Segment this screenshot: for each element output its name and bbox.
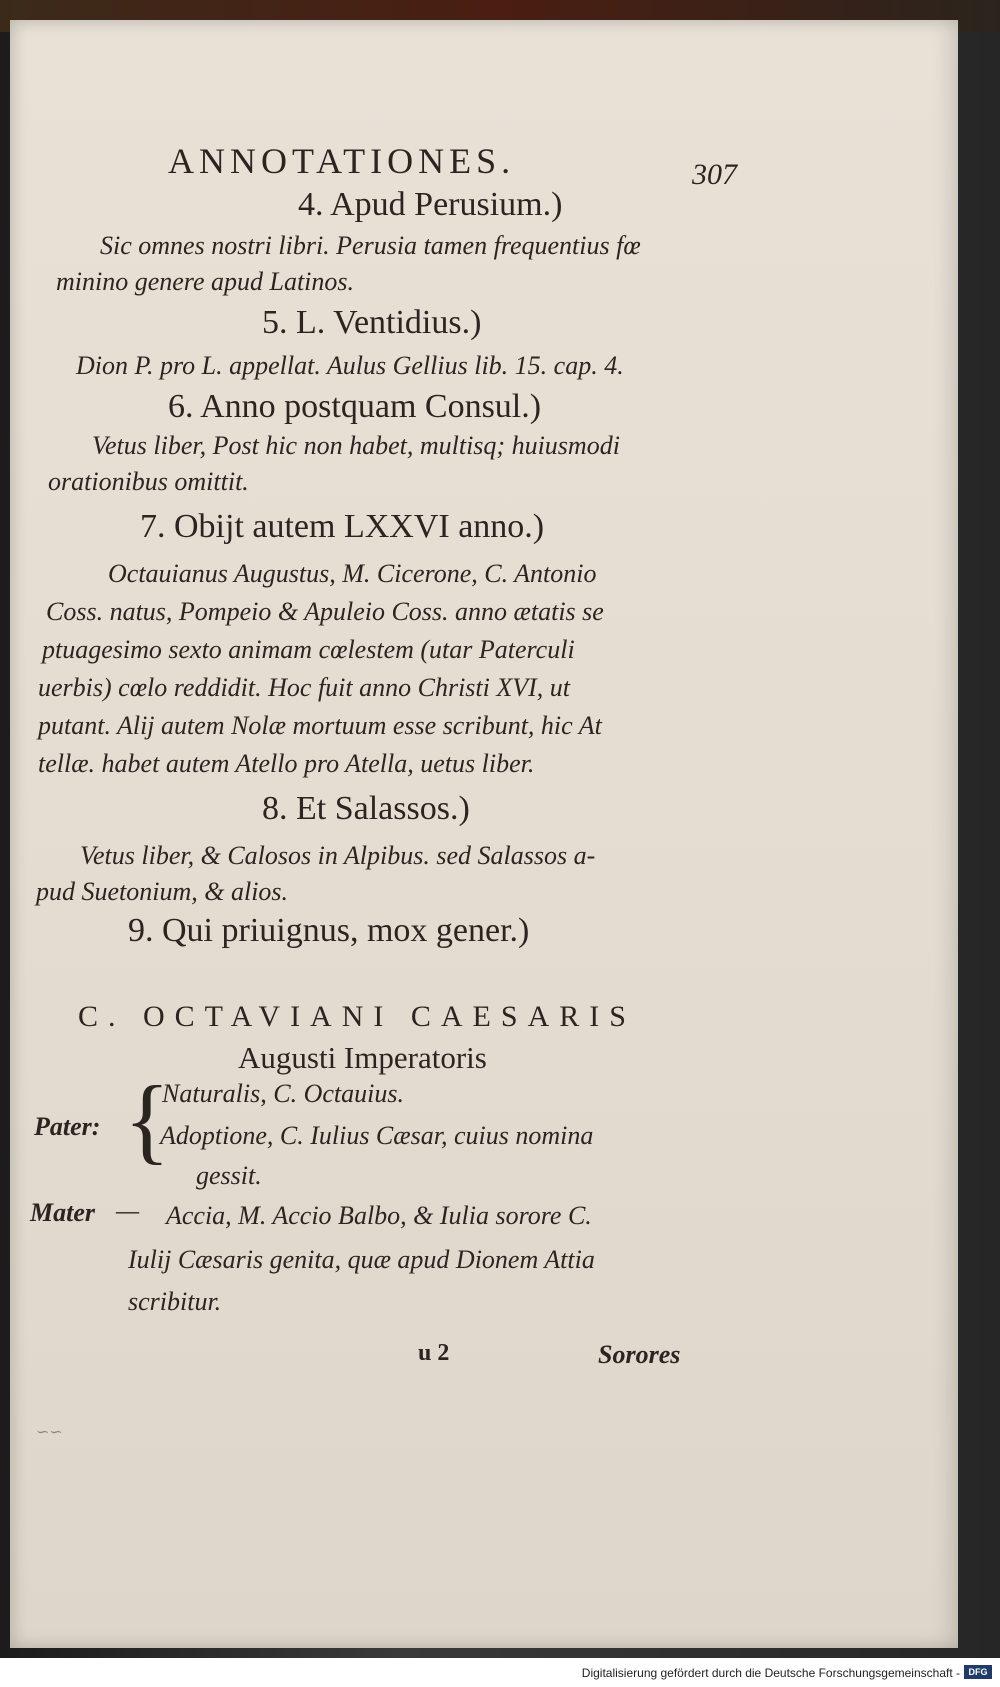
note-4-line-2: minino genere apud Latinos. — [56, 267, 355, 296]
note-7-line-5: putant. Alij autem Nolæ mortuum esse scribunt, hic At — [38, 711, 602, 740]
pater-line-3: gessit. — [196, 1161, 262, 1190]
mater-line-2: Iulij Cæsaris genita, quæ apud Dionem Attia — [128, 1245, 595, 1274]
note-7-line-4: uerbis) cœlo reddidit. Hoc fuit anno Christi XVI, ut — [38, 673, 571, 702]
note-7-line-3: ptuagesimo sexto animam cœlestem (utar Paterculi — [42, 635, 575, 664]
mater-label: Mater — [30, 1198, 95, 1227]
catchword: Sorores — [598, 1340, 681, 1369]
running-header: ANNOTATIONES. — [168, 141, 516, 181]
signature-mark: u 2 — [418, 1340, 450, 1366]
pater-line-1: Naturalis, C. Octauius. — [162, 1079, 404, 1108]
note-8-line-1: Vetus liber, & Calosos in Alpibus. sed Salassos a- — [80, 841, 596, 870]
mater-line-3: scribitur. — [128, 1287, 222, 1316]
note-7-line-1: Octauianus Augustus, M. Cicerone, C. Antonio — [108, 559, 597, 588]
note-8-lemma: 8. Et Salassos.) — [262, 790, 470, 827]
page-number: 307 — [692, 158, 737, 191]
dfg-logo-icon: DFG — [964, 1665, 992, 1679]
pater-line-2: Adoptione, C. Iulius Cæsar, cuius nomina — [160, 1121, 594, 1150]
brace-glyph: { — [124, 1066, 171, 1173]
note-7-lemma: 7. Obijt autem LXXVI anno.) — [140, 508, 545, 545]
pater-label: Pater: — [34, 1112, 101, 1141]
note-6-lemma: 6. Anno postquam Consul.) — [168, 388, 542, 425]
note-6-line-2: orationibus omittit. — [48, 467, 249, 496]
ink-smudge-icon: ∽∽ — [36, 1424, 63, 1441]
note-5-lemma: 5. L. Ventidius.) — [262, 304, 482, 341]
table-title: C. OCTAVIANI CAESARIS — [78, 1000, 636, 1033]
mater-dash: — — [116, 1196, 140, 1225]
note-9-lemma: 9. Qui priuignus, mox gener.) — [128, 912, 530, 949]
note-7-line-6: tellæ. habet autem Atello pro Atella, uetus liber. — [38, 749, 535, 778]
mater-line-1: Accia, M. Accio Balbo, & Iulia sorore C. — [166, 1201, 592, 1230]
note-7-line-2: Coss. natus, Pompeio & Apuleio Coss. anno ætatis se — [46, 597, 604, 626]
table-subtitle: Augusti Imperatoris — [238, 1040, 487, 1075]
note-5-line-1: Dion P. pro L. appellat. Aulus Gellius lib. 15. cap. 4. — [76, 351, 624, 380]
note-4-lemma: 4. Apud Perusium.) — [298, 186, 563, 223]
digitization-credit: Digitalisierung gefördert durch die Deutsche Forschungsgemeinschaft - — [581, 1666, 960, 1680]
note-4-line-1: Sic omnes nostri libri. Perusia tamen frequentius fœ — [100, 231, 641, 260]
note-8-line-2: pud Suetonium, & alios. — [36, 877, 289, 906]
note-6-line-1: Vetus liber, Post hic non habet, multisq; huiusmodi — [92, 431, 620, 460]
